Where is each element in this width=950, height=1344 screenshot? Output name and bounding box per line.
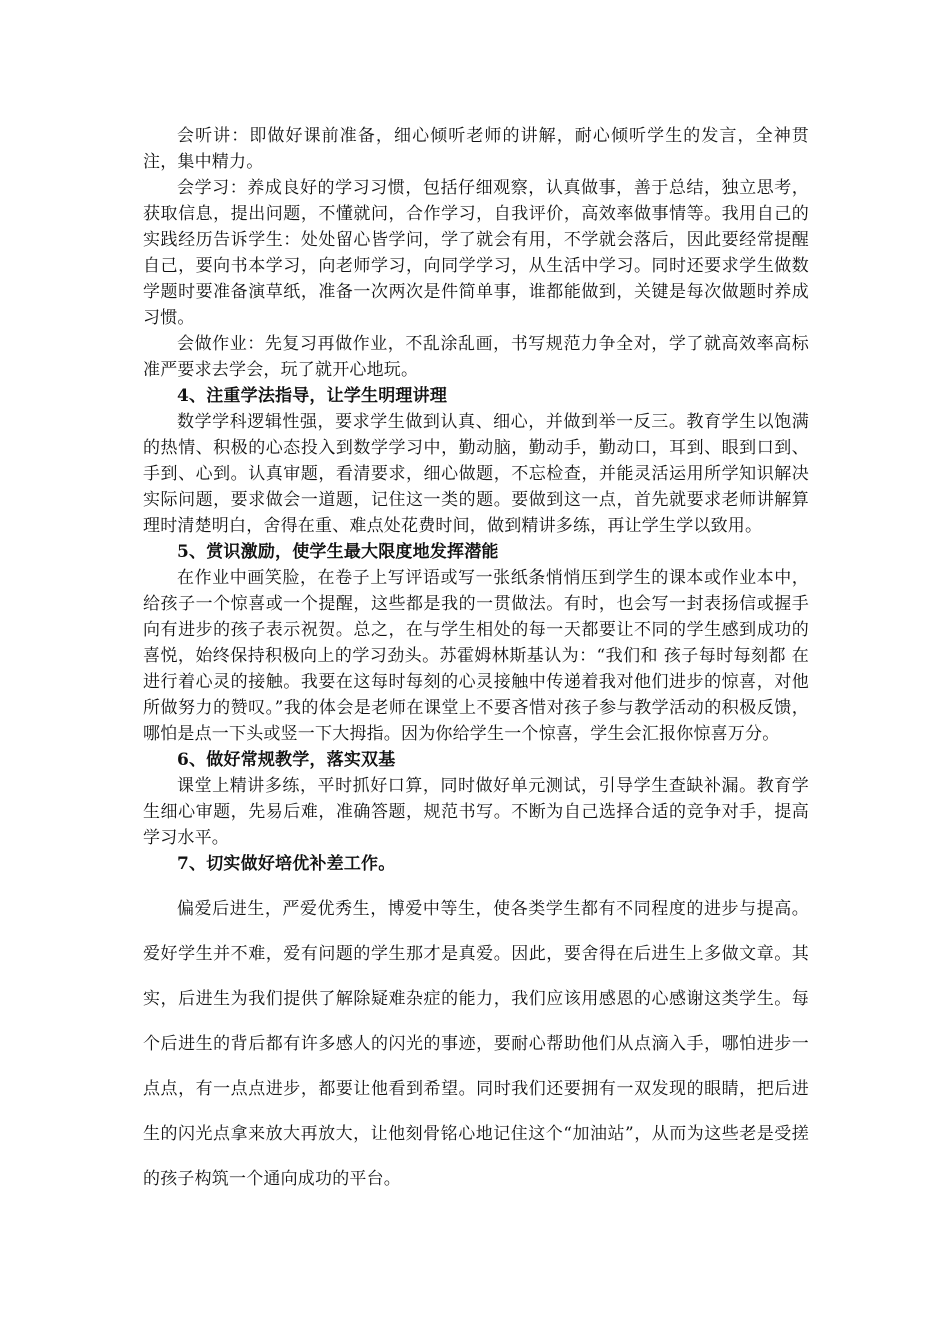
heading-7: 7、切实做好培优补差工作。 <box>177 854 396 874</box>
paragraph-method: 数学学科逻辑性强，要求学生做到认真、细心，并做到举一反三。教育学生以饱满的热情、积极的心态投入到数学学习中，勤动脑，勤动手，勤动口，耳到、眼到口到、手到、心到。认真审题，看清要求，细心做题，不忘检查，并能灵活运用所学知识解决实际问题，要求做会一道题，记住这一类的题。要做到这一点，首先就要求老师讲解算理时清楚明白，舍得在重、难点处花费时间，做到精讲多练，再让学生学以致用。 <box>143 412 809 536</box>
paragraph-listen: 会听讲：即做好课前准备，细心倾听老师的讲解，耐心倾听学生的发言，全神贯注，集中精力。 <box>143 126 809 172</box>
heading-6: 6、做好常规教学，落实双基 <box>177 750 396 770</box>
paragraph-homework: 会做作业：先复习再做作业，不乱涂乱画，书写规范力争全对，学了就高效率高标准严要求去学会，玩了就开心地玩。 <box>143 334 809 380</box>
heading-4: 4、注重学法指导，让学生明理讲理 <box>177 386 448 406</box>
heading-5: 5、赏识激励，使学生最大限度地发挥潜能 <box>177 542 499 562</box>
paragraph-study: 会学习：养成良好的学习习惯，包括仔细观察，认真做事，善于总结，独立思考，获取信息，提出问题，不懂就问，合作学习，自我评价，高效率做事情等。我用自己的实践经历告诉学生：处处留心皆学问，学了就会有用，不学就会落后，因此要经常提醒自己，要向书本学习，向老师学习，向同学学习，从生活中学习。同时还要求学生做数学题时要准备演草纸，准备一次两次是件简单事，谁都能做到，关键是每次做题时养成习惯。 <box>143 178 809 328</box>
paragraph-praise: 在作业中画笑脸，在卷子上写评语或写一张纸条悄悄压到学生的课本或作业本中，给孩子一个惊喜或一个提醒，这些都是我的一贯做法。有时，也会写一封表扬信或握手向有进步的孩子表示祝贺。总之，在与学生相处的每一天都要让不同的学生感到成功的喜悦，始终保持积极向上的学习劲头。苏霍姆林斯基认为：“我们和 孩子每时每刻都 在进行着心灵的接触。我要在这每时每刻的心灵接触中传递着我对他们进步的惊喜，对他所做努力的赞叹。”我的体会是老师在课堂上不要吝惜对孩子参与教学活动的积极反馈，哪怕是点一下头或竖一下大拇指。因为你给学生一个惊喜，学生会汇报你惊喜万分。 <box>143 568 809 744</box>
paragraph-routine: 课堂上精讲多练，平时抓好口算，同时做好单元测试，引导学生查缺补漏。教育学生细心审题，先易后难，准确答题，规范书写。不断为自己选择合适的竞争对手，提高学习水平。 <box>143 776 809 848</box>
document-body <box>143 123 809 1202</box>
paragraph-support: 偏爱后进生，严爱优秀生，博爱中等生，使各类学生都有不同程度的进步与提高。爱好学生并不难，爱有问题的学生那才是真爱。因此，要舍得在后进生上多做文章。其实，后进生为我们提供了解除疑难杂症的能力，我们应该用感恩的心感谢这类学生。每个后进生的背后都有许多感人的闪光的事迹，要耐心帮助他们从点滴入手，哪怕进步一点点，有一点点进步，都要让他看到希望。同时我们还要拥有一双发现的眼睛，把后进生的闪光点拿来放大再放大，让他刻骨铭心地记住这个“加油站”，从而为这些老是受搓的孩子构筑一个通向成功的平台。 <box>143 899 809 1189</box>
